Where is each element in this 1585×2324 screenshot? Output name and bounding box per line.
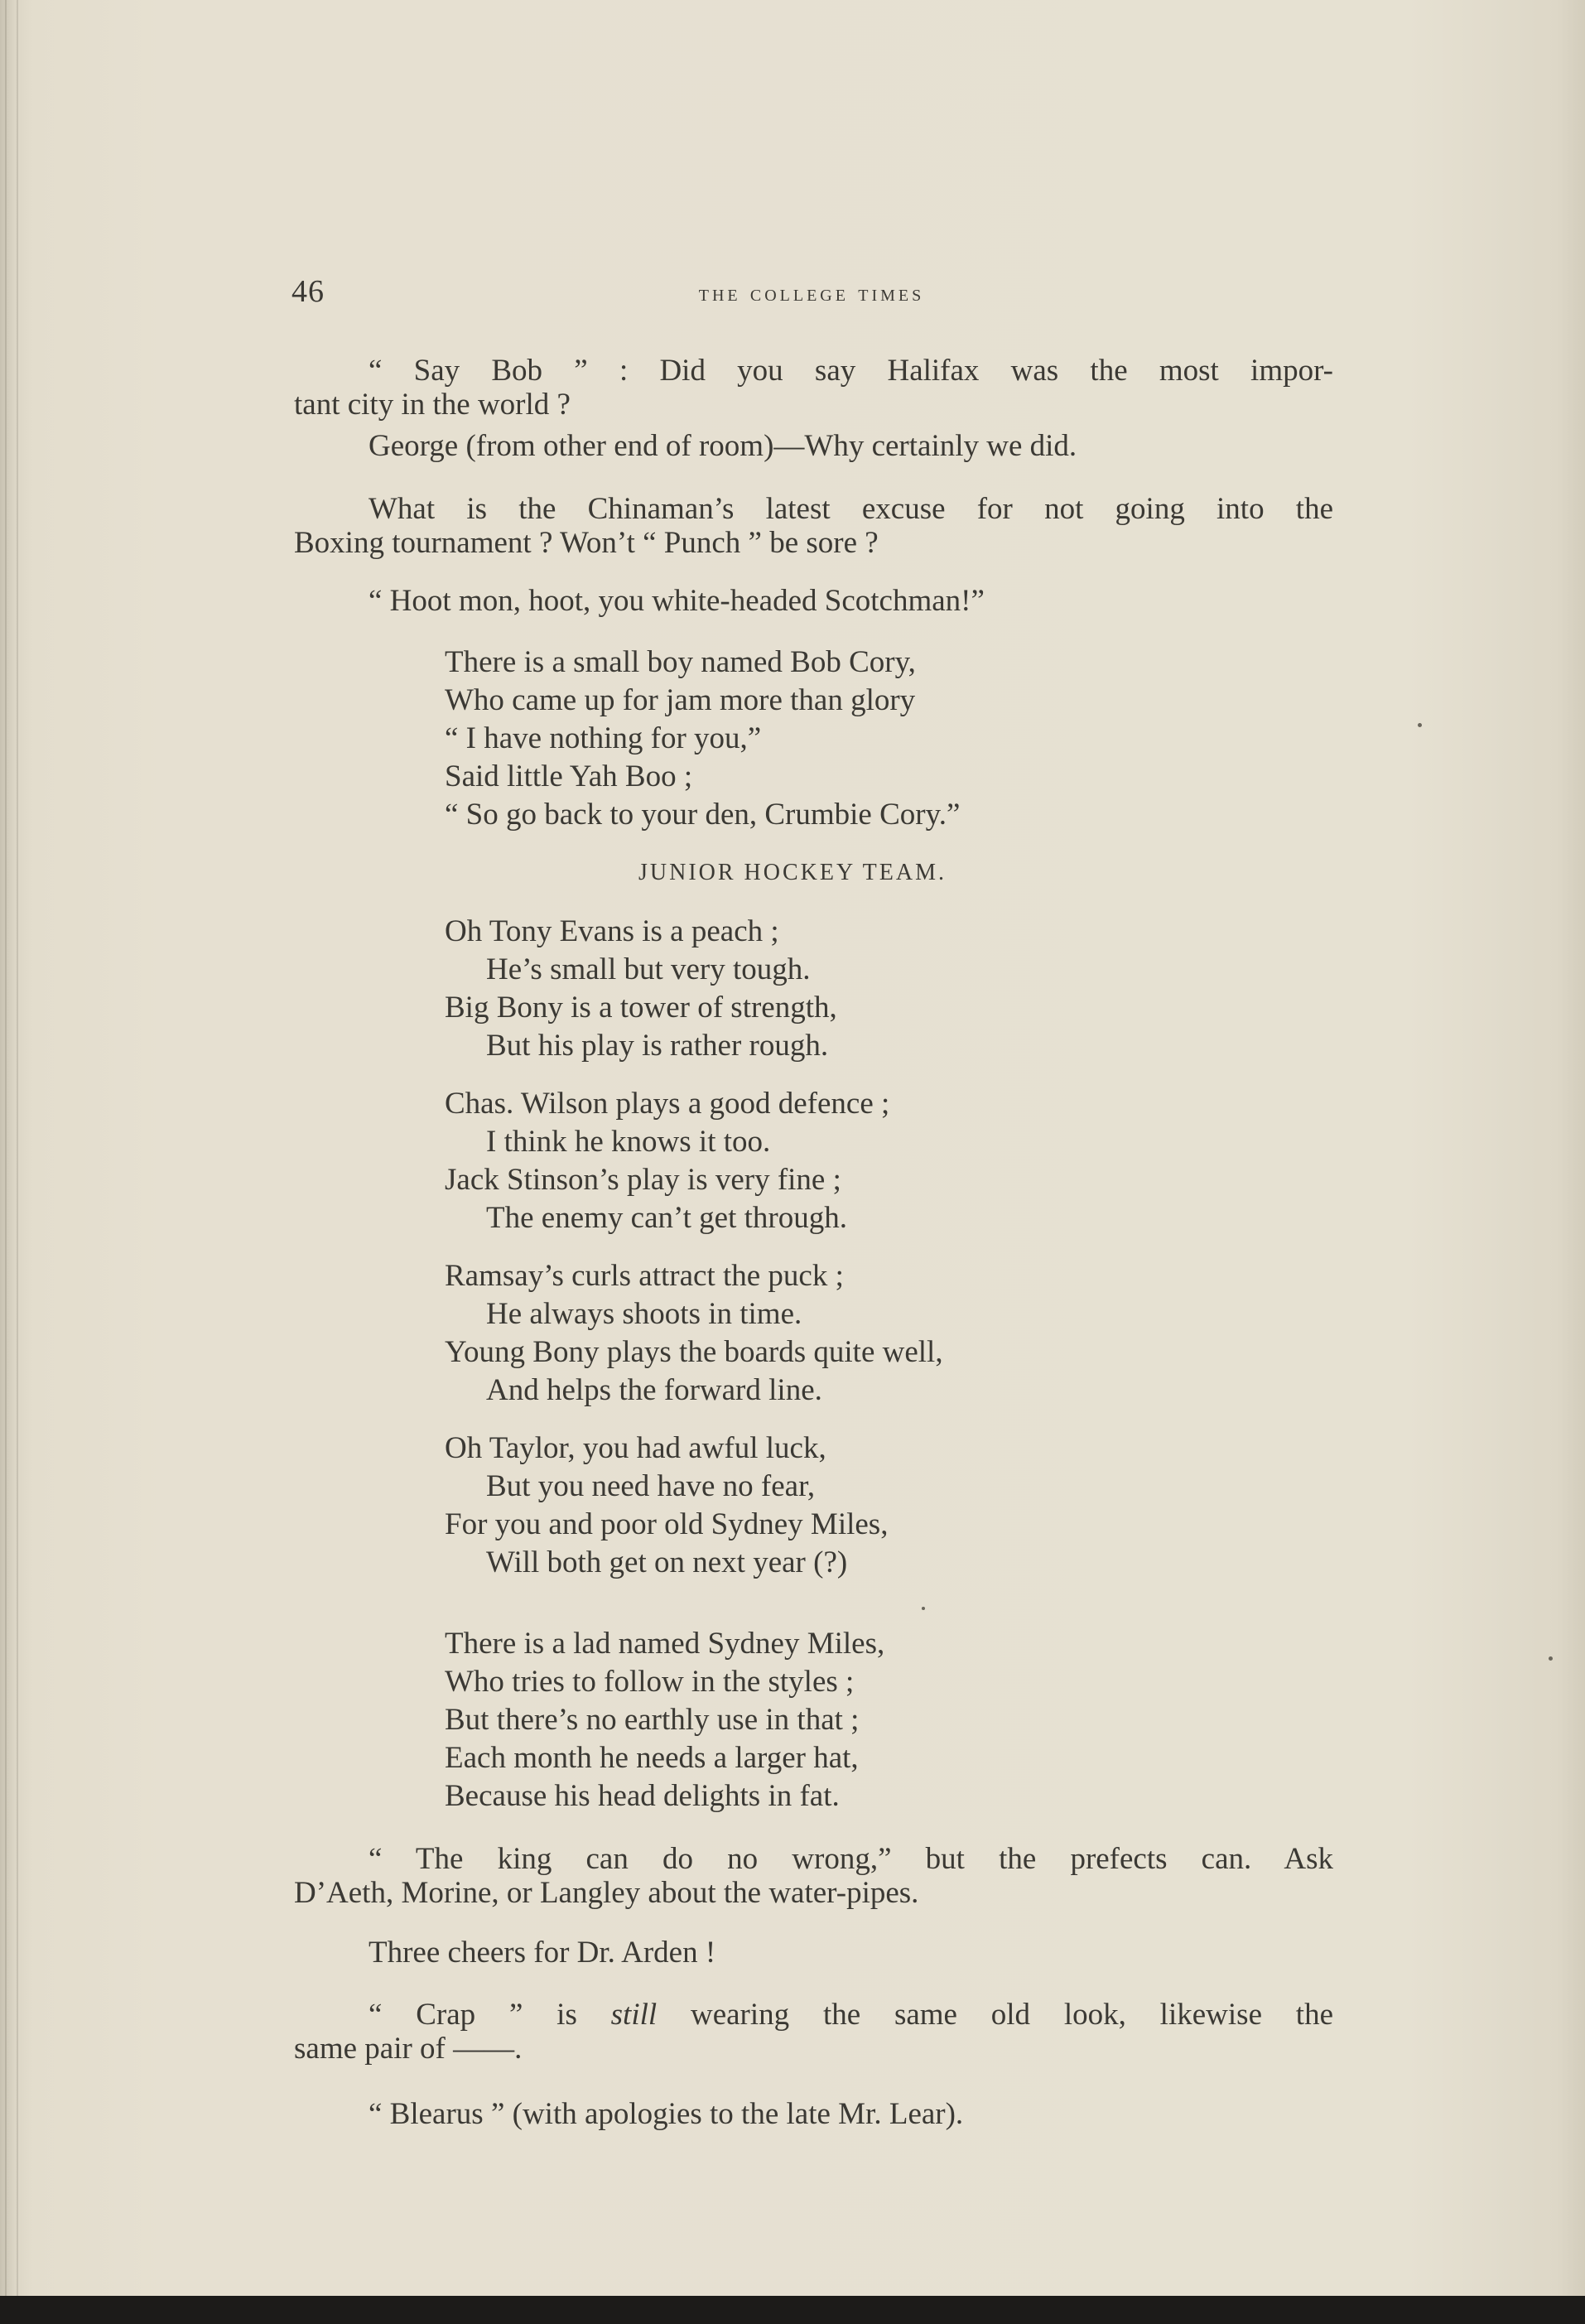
verse-line: Oh Taylor, you had awful luck,: [445, 1431, 826, 1465]
paragraph-blearus: “ Blearus ” (with apologies to the late Mr. Lear).: [369, 2097, 964, 2131]
text-run: “ Crap ” is: [369, 1998, 611, 2032]
verse-line: Will both get on next year (?): [486, 1545, 848, 1579]
paragraph-line: Boxing tournament ? Won’t “ Punch ” be sore ?: [294, 526, 879, 560]
verse-line: Ramsay’s curls attract the puck ;: [445, 1259, 844, 1293]
paragraph-line: [294, 1996, 1333, 2033]
paragraph-line: “ The king can do no wrong,” but the prefects can. Ask: [369, 1842, 1333, 1876]
paragraph-say-bob: [294, 352, 1333, 423]
journal-title: the college times: [698, 280, 925, 306]
limerick-bob-cory: [445, 644, 960, 834]
verse-line: Each month he needs a larger hat,: [445, 1741, 859, 1775]
verse-line: Who tries to follow in the styles ;: [445, 1665, 855, 1699]
verse-line: For you and poor old Sydney Miles,: [445, 1507, 889, 1541]
verse-line: Oh Tony Evans is a peach ;: [445, 914, 779, 948]
paragraph-line: same pair of ——.: [294, 2032, 523, 2066]
verse-line: He always shoots in time.: [486, 1297, 802, 1331]
paragraph-hoot-mon: “ Hoot mon, hoot, you white-headed Scotchman!”: [369, 584, 985, 618]
page-edge-line: [17, 0, 18, 2311]
verse-line: And helps the forward line.: [486, 1373, 822, 1407]
paper-speck: [922, 1607, 925, 1610]
verse-line: But there’s no earthly use in that ;: [445, 1703, 860, 1737]
verse-line: Young Bony plays the boards quite well,: [445, 1335, 943, 1369]
paragraph-king: [294, 1840, 1333, 1912]
verse-line: “ So go back to your den, Crumbie Cory.”: [445, 798, 961, 832]
paragraph-line: “ Say Bob ” : Did you say Halifax was the most impor-: [369, 354, 1333, 388]
verse-line: He’s small but very tough.: [486, 952, 811, 986]
section-heading: JUNIOR HOCKEY TEAM.: [638, 860, 947, 885]
text-run: wearing the same old look, likewise the: [657, 1998, 1333, 2032]
verse-line: Big Bony is a tower of strength,: [445, 991, 837, 1025]
scan-bottom-edge: [0, 2296, 1585, 2324]
paper-speck: [1418, 723, 1422, 727]
verse-line: I think he knows it too.: [486, 1125, 771, 1159]
verse-line: But his play is rather rough.: [486, 1029, 829, 1063]
verse-line: “ I have nothing for you,”: [445, 721, 762, 755]
paragraph-line: tant city in the world ?: [294, 388, 571, 422]
paragraph-george: George (from other end of room)—Why certainly we did.: [369, 429, 1077, 463]
verse-sydney-miles: [445, 1625, 884, 1815]
verse-line: There is a small boy named Bob Cory,: [445, 645, 916, 679]
verse-line: Jack Stinson’s play is very fine ;: [445, 1163, 841, 1197]
running-head: [291, 273, 1332, 315]
verse-line: Who came up for jam more than glory: [445, 683, 916, 717]
page-number: 46: [291, 274, 325, 309]
verse-line: But you need have no fear,: [486, 1469, 816, 1503]
paragraph-chinaman: [294, 490, 1333, 562]
hockey-stanza-4: [445, 1430, 888, 1582]
verse-line: Because his head delights in fat.: [445, 1779, 840, 1813]
paragraph-line: What is the Chinaman’s latest excuse for not going into the: [369, 492, 1333, 526]
paper-speck: [1549, 1656, 1553, 1661]
hockey-stanza-3: [445, 1257, 943, 1410]
hockey-stanza-2: [445, 1085, 889, 1237]
verse-line: Said little Yah Boo ;: [445, 759, 693, 793]
verse-line: Chas. Wilson plays a good defence ;: [445, 1087, 890, 1121]
italic-word: still: [610, 1998, 658, 2032]
paragraph-cheers: Three cheers for Dr. Arden !: [369, 1936, 716, 1970]
page-edge-line: [5, 0, 7, 2311]
verse-line: There is a lad named Sydney Miles,: [445, 1627, 885, 1661]
hockey-stanza-1: [445, 913, 837, 1065]
paragraph-line: D’Aeth, Morine, or Langley about the water-pipes.: [294, 1876, 919, 1910]
verse-line: The enemy can’t get through.: [486, 1201, 847, 1235]
paragraph-crap: [294, 1996, 1333, 2067]
